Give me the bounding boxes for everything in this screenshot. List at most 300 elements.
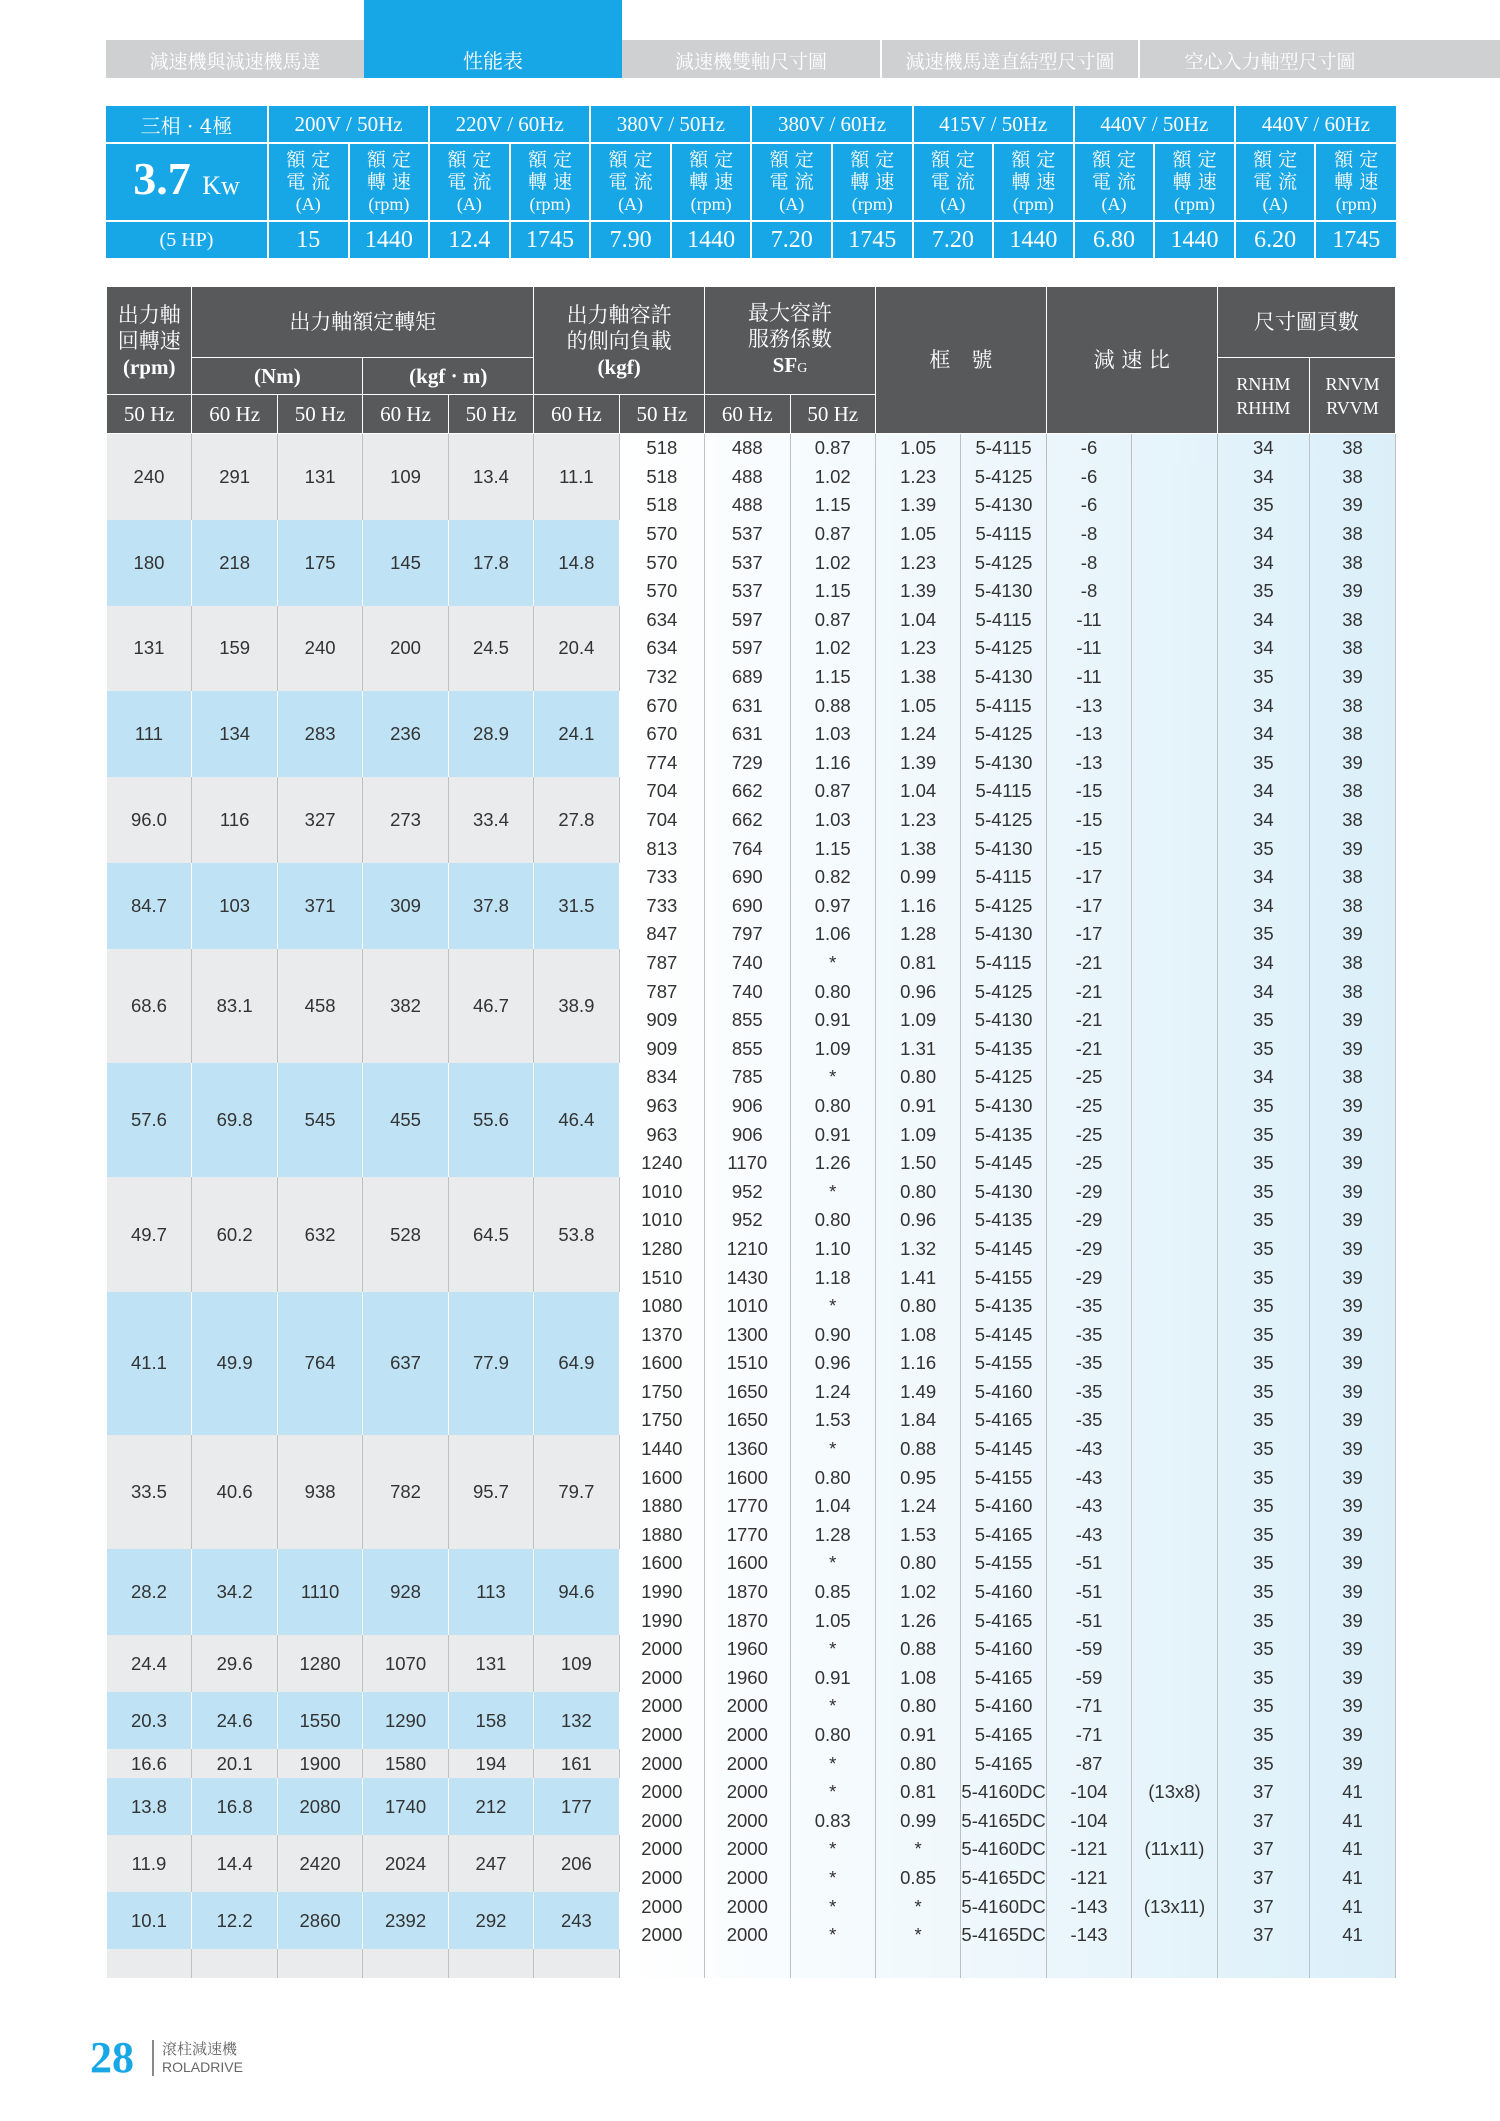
frame-number: 5-4145 (961, 1435, 1046, 1464)
service-factor-50hz: 0.80 (790, 1721, 875, 1750)
service-factor-60hz: 0.80 (875, 1692, 960, 1721)
frame-number: 5-4160DC (961, 1892, 1046, 1921)
service-factor-50hz: * (790, 1292, 875, 1321)
output-speed-60hz: 83.1 (192, 949, 277, 1063)
dim-page-horizontal: 34 (1217, 548, 1309, 577)
dim-page-vertical: 41 (1309, 1892, 1395, 1921)
service-factor-60hz: 1.05 (875, 691, 960, 720)
frame-number: 5-4125 (961, 1063, 1046, 1092)
shaft-note (1132, 1349, 1217, 1378)
dim-page-vertical: 38 (1309, 949, 1395, 978)
side-load-50hz: 1990 (619, 1578, 704, 1607)
service-factor-60hz: 1.23 (875, 548, 960, 577)
service-factor-60hz: 1.23 (875, 463, 960, 492)
dim-page-horizontal: 35 (1217, 749, 1309, 778)
output-speed-50hz: 131 (107, 606, 192, 692)
side-load-60hz: 1360 (705, 1435, 790, 1464)
dim-page-vertical: 39 (1309, 663, 1395, 692)
dim-page-vertical: 39 (1309, 920, 1395, 949)
dim-page-vertical: 39 (1309, 1320, 1395, 1349)
service-factor-60hz: 1.26 (875, 1606, 960, 1635)
reduction-ratio: -143 (1046, 1921, 1131, 1950)
rated-current-value: 7.20 (913, 221, 994, 258)
dim-page-horizontal: 35 (1217, 1521, 1309, 1550)
dim-page-horizontal: 35 (1217, 1606, 1309, 1635)
shaft-note (1132, 1606, 1217, 1635)
service-factor-50hz: 0.83 (790, 1807, 875, 1836)
column-unit-text: (A) (779, 194, 805, 214)
dim-page-horizontal: 34 (1217, 949, 1309, 978)
reduction-ratio: -21 (1046, 977, 1131, 1006)
side-load-60hz: 1650 (705, 1378, 790, 1407)
dim-page-horizontal: 34 (1217, 463, 1309, 492)
side-load-50hz: 2000 (619, 1892, 704, 1921)
reduction-ratio: -59 (1046, 1635, 1131, 1664)
dim-page-vertical: 38 (1309, 520, 1395, 549)
side-load-50hz: 1510 (619, 1263, 704, 1292)
service-factor-50hz: 1.03 (790, 806, 875, 835)
dim-page-vertical: 38 (1309, 634, 1395, 663)
side-load-50hz: 2000 (619, 1921, 704, 1950)
rated-speed-value: 1440 (993, 221, 1074, 258)
brand-name-english: ROLADRIVE (162, 2059, 243, 2075)
side-load-50hz: 1010 (619, 1206, 704, 1235)
service-factor-50hz: 0.97 (790, 892, 875, 921)
power-unit: Kw (202, 170, 240, 200)
side-load-60hz: 1960 (705, 1664, 790, 1693)
dim-page-horizontal: 35 (1217, 1492, 1309, 1521)
rated-current-label (1074, 143, 1155, 221)
side-load-60hz: 537 (705, 520, 790, 549)
reduction-ratio: -6 (1046, 491, 1131, 520)
reduction-ratio: -35 (1046, 1320, 1131, 1349)
header-60hz: 60 Hz (192, 395, 277, 434)
reduction-ratio: -35 (1046, 1406, 1131, 1435)
side-load-60hz: 2000 (705, 1807, 790, 1836)
dim-page-horizontal: 35 (1217, 1549, 1309, 1578)
rated-speed-value: 1440 (1154, 221, 1235, 258)
column-unit-text: (A) (940, 194, 966, 214)
side-load-50hz: 2000 (619, 1664, 704, 1693)
rated-current-label (1235, 143, 1316, 221)
torque-kgf-50hz: 55.6 (448, 1063, 533, 1177)
header-60hz: 60 Hz (534, 395, 619, 434)
side-load-60hz: 740 (705, 949, 790, 978)
reduction-ratio: -13 (1046, 720, 1131, 749)
shaft-note (1132, 1578, 1217, 1607)
performance-table-body (107, 434, 1396, 1979)
column-label-text: 額 定 電 流 (1253, 149, 1298, 193)
side-load-50hz: 634 (619, 606, 704, 635)
rated-current-label (751, 143, 832, 221)
service-factor-50hz: 0.91 (790, 1664, 875, 1693)
reduction-ratio: -8 (1046, 548, 1131, 577)
service-factor-60hz: 0.80 (875, 1177, 960, 1206)
header-service-factor (705, 287, 876, 395)
shaft-note (1132, 1177, 1217, 1206)
side-load-60hz: 690 (705, 892, 790, 921)
rated-speed-value: 1440 (671, 221, 752, 258)
service-factor-50hz: 1.16 (790, 749, 875, 778)
service-factor-50hz: 0.87 (790, 434, 875, 463)
frame-number: 5-4125 (961, 892, 1046, 921)
service-factor-60hz: 1.84 (875, 1406, 960, 1435)
service-factor-50hz: 0.80 (790, 1092, 875, 1121)
header-frame: 框 號 (875, 287, 1046, 434)
dim-page-vertical: 39 (1309, 1120, 1395, 1149)
dim-page-horizontal: 35 (1217, 1692, 1309, 1721)
side-load-60hz: 2000 (705, 1778, 790, 1807)
empty-cell (107, 1949, 192, 1978)
side-load-50hz: 1280 (619, 1235, 704, 1264)
empty-cell (1046, 1949, 1131, 1978)
torque-kgf-50hz: 33.4 (448, 777, 533, 863)
torque-nm-60hz: 637 (363, 1292, 448, 1435)
tab-direct-motor-dimensions[interactable]: 減速機馬達直結型尺寸圖 (905, 51, 1115, 73)
dim-page-horizontal: 35 (1217, 1092, 1309, 1121)
tab-reducers[interactable]: 減速機與減速機馬達 (149, 51, 321, 73)
empty-cell (705, 1949, 790, 1978)
service-factor-50hz: * (790, 1435, 875, 1464)
column-unit-text: (rpm) (690, 194, 732, 214)
shaft-note (1132, 1063, 1217, 1092)
reduction-ratio: -71 (1046, 1721, 1131, 1750)
frame-number: 5-4165 (961, 1749, 1046, 1778)
service-factor-60hz: 0.95 (875, 1463, 960, 1492)
frame-number: 5-4165 (961, 1406, 1046, 1435)
service-factor-50hz: 0.87 (790, 606, 875, 635)
side-load-60hz: 631 (705, 691, 790, 720)
header-service-factor-unit: SFG (772, 352, 808, 377)
service-factor-60hz: 1.31 (875, 1034, 960, 1063)
service-factor-50hz: 0.96 (790, 1349, 875, 1378)
service-factor-60hz: 1.39 (875, 749, 960, 778)
service-factor-50hz: 1.10 (790, 1235, 875, 1264)
output-speed-60hz: 49.9 (192, 1292, 277, 1435)
torque-kgf-60hz: 53.8 (534, 1177, 619, 1291)
service-factor-50hz: 1.06 (790, 920, 875, 949)
reduction-ratio: -21 (1046, 949, 1131, 978)
torque-nm-50hz: 371 (277, 863, 362, 949)
dim-page-horizontal: 34 (1217, 720, 1309, 749)
frame-number: 5-4165 (961, 1606, 1046, 1635)
rated-speed-label (671, 143, 752, 221)
header-50hz: 50 Hz (790, 395, 875, 434)
service-factor-60hz: 0.91 (875, 1721, 960, 1750)
rated-speed-label (349, 143, 430, 221)
reduction-ratio: -104 (1046, 1807, 1131, 1836)
frame-number: 5-4125 (961, 463, 1046, 492)
reduction-ratio: -25 (1046, 1149, 1131, 1178)
reduction-ratio: -6 (1046, 463, 1131, 492)
service-factor-50hz: 1.05 (790, 1606, 875, 1635)
dim-page-vertical: 38 (1309, 777, 1395, 806)
table-row (107, 863, 1396, 892)
column-unit-text: (A) (456, 194, 482, 214)
tab-hollow-input-dimensions[interactable]: 空心入力軸型尺寸圖 (1184, 51, 1356, 73)
rated-speed-label (510, 143, 591, 221)
output-speed-50hz: 68.6 (107, 949, 192, 1063)
service-factor-60hz: 1.39 (875, 577, 960, 606)
table-row (107, 1635, 1396, 1664)
side-load-60hz: 1300 (705, 1320, 790, 1349)
dim-page-horizontal: 34 (1217, 606, 1309, 635)
header-service-factor-label: 最大容許 服務係數 (748, 300, 832, 351)
shaft-note (1132, 1864, 1217, 1893)
dim-page-horizontal: 35 (1217, 1235, 1309, 1264)
reduction-ratio: -43 (1046, 1463, 1131, 1492)
torque-nm-50hz: 1280 (277, 1635, 362, 1692)
shaft-note (1132, 949, 1217, 978)
frame-number: 5-4125 (961, 720, 1046, 749)
dim-page-vertical: 41 (1309, 1921, 1395, 1950)
side-load-60hz: 662 (705, 777, 790, 806)
service-factor-60hz: 1.39 (875, 491, 960, 520)
output-speed-50hz: 240 (107, 434, 192, 520)
torque-kgf-50hz: 77.9 (448, 1292, 533, 1435)
dim-page-vertical: 41 (1309, 1778, 1395, 1807)
empty-cell (534, 1949, 619, 1978)
tab-performance[interactable]: 性能表 (364, 0, 622, 78)
shaft-note (1132, 463, 1217, 492)
service-factor-50hz: * (790, 1749, 875, 1778)
service-factor-60hz: 1.02 (875, 1578, 960, 1607)
service-factor-50hz: 0.85 (790, 1578, 875, 1607)
torque-kgf-60hz: 14.8 (534, 520, 619, 606)
side-load-50hz: 909 (619, 1006, 704, 1035)
torque-kgf-60hz: 132 (534, 1692, 619, 1749)
dim-page-horizontal: 35 (1217, 1378, 1309, 1407)
reduction-ratio: -143 (1046, 1892, 1131, 1921)
reduction-ratio: -8 (1046, 520, 1131, 549)
shaft-note (1132, 691, 1217, 720)
output-speed-50hz: 180 (107, 520, 192, 606)
output-speed-60hz: 116 (192, 777, 277, 863)
torque-kgf-60hz: 109 (534, 1635, 619, 1692)
frame-number: 5-4115 (961, 777, 1046, 806)
shaft-note (1132, 1492, 1217, 1521)
empty-cell (961, 1949, 1046, 1978)
dim-page-vertical: 39 (1309, 1406, 1395, 1435)
side-load-60hz: 1210 (705, 1235, 790, 1264)
side-load-60hz: 597 (705, 634, 790, 663)
side-load-60hz: 488 (705, 434, 790, 463)
side-load-50hz: 570 (619, 577, 704, 606)
dim-page-horizontal: 34 (1217, 634, 1309, 663)
side-load-60hz: 2000 (705, 1692, 790, 1721)
side-load-50hz: 787 (619, 977, 704, 1006)
service-factor-60hz: 0.81 (875, 949, 960, 978)
side-load-50hz: 2000 (619, 1835, 704, 1864)
brand-name-chinese: 滾柱減速機 (162, 2040, 238, 2058)
dim-page-vertical: 39 (1309, 1721, 1395, 1750)
frame-number: 5-4130 (961, 920, 1046, 949)
service-factor-60hz: * (875, 1921, 960, 1950)
reduction-ratio: -25 (1046, 1063, 1131, 1092)
reduction-ratio: -6 (1046, 434, 1131, 463)
side-load-50hz: 634 (619, 634, 704, 663)
table-row (107, 691, 1396, 720)
side-load-60hz: 1770 (705, 1492, 790, 1521)
torque-nm-50hz: 545 (277, 1063, 362, 1177)
table-row (107, 434, 1396, 463)
side-load-50hz: 774 (619, 749, 704, 778)
dim-page-horizontal: 35 (1217, 1664, 1309, 1693)
dim-page-horizontal: 34 (1217, 520, 1309, 549)
service-factor-50hz: * (790, 1864, 875, 1893)
torque-nm-60hz: 782 (363, 1435, 448, 1549)
service-factor-60hz: * (875, 1892, 960, 1921)
side-load-50hz: 1440 (619, 1435, 704, 1464)
side-load-50hz: 670 (619, 720, 704, 749)
side-load-60hz: 797 (705, 920, 790, 949)
output-speed-60hz: 103 (192, 863, 277, 949)
header-output-speed-label: 出力軸 回轉速 (117, 302, 181, 353)
torque-nm-60hz: 1740 (363, 1778, 448, 1835)
column-label-text: 額 定 電 流 (1091, 149, 1136, 193)
torque-kgf-50hz: 17.8 (448, 520, 533, 606)
reduction-ratio: -35 (1046, 1292, 1131, 1321)
shaft-note (1132, 491, 1217, 520)
dim-page-horizontal: 35 (1217, 663, 1309, 692)
table-row (107, 1749, 1396, 1778)
torque-kgf-60hz: 79.7 (534, 1435, 619, 1549)
torque-kgf-60hz: 31.5 (534, 863, 619, 949)
dim-page-horizontal: 34 (1217, 1063, 1309, 1092)
side-load-60hz: 952 (705, 1177, 790, 1206)
frame-number: 5-4130 (961, 1177, 1046, 1206)
output-speed-60hz: 218 (192, 520, 277, 606)
service-factor-60hz: 1.24 (875, 720, 960, 749)
shaft-note: (13x11) (1132, 1892, 1217, 1921)
dim-page-vertical: 38 (1309, 806, 1395, 835)
side-load-60hz: 1600 (705, 1463, 790, 1492)
output-speed-60hz: 69.8 (192, 1063, 277, 1177)
header-torque: 出力軸額定轉矩 (192, 287, 534, 358)
side-load-50hz: 963 (619, 1120, 704, 1149)
torque-kgf-60hz: 94.6 (534, 1549, 619, 1635)
service-factor-50hz: * (790, 1778, 875, 1807)
side-load-50hz: 1010 (619, 1177, 704, 1206)
empty-cell (1217, 1949, 1309, 1978)
shaft-note (1132, 749, 1217, 778)
torque-kgf-50hz: 292 (448, 1892, 533, 1949)
reduction-ratio: -17 (1046, 920, 1131, 949)
dim-page-vertical: 38 (1309, 434, 1395, 463)
frame-number: 5-4160DC (961, 1835, 1046, 1864)
dim-page-horizontal: 34 (1217, 777, 1309, 806)
side-load-50hz: 2000 (619, 1749, 704, 1778)
voltage-header: 380V / 50Hz (590, 106, 751, 143)
side-load-60hz: 597 (705, 606, 790, 635)
side-load-60hz: 689 (705, 663, 790, 692)
table-row (107, 1892, 1396, 1921)
rated-current-value: 7.90 (590, 221, 671, 258)
torque-nm-50hz: 175 (277, 520, 362, 606)
rated-speed-value: 1745 (510, 221, 591, 258)
rated-current-value: 15 (268, 221, 349, 258)
frame-number: 5-4160DC (961, 1778, 1046, 1807)
column-unit-text: (rpm) (851, 194, 893, 214)
torque-kgf-50hz: 95.7 (448, 1435, 533, 1549)
frame-number: 5-4135 (961, 1034, 1046, 1063)
reduction-ratio: -121 (1046, 1835, 1131, 1864)
side-load-60hz: 662 (705, 806, 790, 835)
shaft-note (1132, 920, 1217, 949)
torque-kgf-50hz: 37.8 (448, 863, 533, 949)
empty-cell (619, 1949, 704, 1978)
service-factor-60hz: 0.80 (875, 1549, 960, 1578)
header-ratio: 減 速 比 (1046, 287, 1217, 434)
dim-page-vertical: 41 (1309, 1835, 1395, 1864)
torque-nm-60hz: 528 (363, 1177, 448, 1291)
service-factor-50hz: 1.15 (790, 577, 875, 606)
service-factor-60hz: 1.32 (875, 1235, 960, 1264)
torque-nm-60hz: 2392 (363, 1892, 448, 1949)
service-factor-60hz: 1.16 (875, 1349, 960, 1378)
side-load-60hz: 488 (705, 463, 790, 492)
service-factor-50hz: * (790, 1177, 875, 1206)
side-load-60hz: 488 (705, 491, 790, 520)
output-speed-60hz: 34.2 (192, 1549, 277, 1635)
tab-dual-shaft-dimensions[interactable]: 減速機雙軸尺寸圖 (674, 51, 827, 73)
phase-label: 三相 · 4極 (140, 113, 233, 138)
dim-page-horizontal: 34 (1217, 892, 1309, 921)
torque-kgf-50hz: 113 (448, 1549, 533, 1635)
dim-page-horizontal: 34 (1217, 434, 1309, 463)
torque-nm-60hz: 382 (363, 949, 448, 1063)
voltage-row (106, 106, 1396, 143)
service-factor-50hz: * (790, 1892, 875, 1921)
side-load-60hz: 785 (705, 1063, 790, 1092)
shaft-note (1132, 1807, 1217, 1836)
torque-nm-50hz: 764 (277, 1292, 362, 1435)
header-torque-kgf: (kgf · m) (363, 358, 534, 395)
torque-kgf-50hz: 28.9 (448, 691, 533, 777)
table-row (107, 1549, 1396, 1578)
output-speed-50hz: 24.4 (107, 1635, 192, 1692)
column-label-text: 額 定 電 流 (447, 149, 492, 193)
torque-nm-50hz: 327 (277, 777, 362, 863)
reduction-ratio: -51 (1046, 1549, 1131, 1578)
service-factor-60hz: 1.28 (875, 920, 960, 949)
output-speed-50hz: 13.8 (107, 1778, 192, 1835)
column-unit-text: (rpm) (368, 194, 410, 214)
torque-kgf-50hz: 194 (448, 1749, 533, 1778)
service-factor-60hz: 1.04 (875, 606, 960, 635)
service-factor-60hz: 1.08 (875, 1664, 960, 1693)
reduction-ratio: -43 (1046, 1521, 1131, 1550)
voltage-header: 220V / 60Hz (429, 106, 590, 143)
side-load-60hz: 729 (705, 749, 790, 778)
empty-cell (1309, 1949, 1395, 1978)
output-speed-60hz: 14.4 (192, 1835, 277, 1892)
service-factor-60hz: 1.09 (875, 1120, 960, 1149)
output-speed-60hz: 159 (192, 606, 277, 692)
service-factor-60hz: 1.24 (875, 1492, 960, 1521)
reduction-ratio: -17 (1046, 863, 1131, 892)
side-load-50hz: 1880 (619, 1492, 704, 1521)
empty-cell (363, 1949, 448, 1978)
header-output-speed-unit: (rpm) (122, 354, 176, 379)
service-factor-50hz: 1.15 (790, 663, 875, 692)
header-side-load-label: 出力軸容許 的側向負載 (566, 302, 672, 353)
side-load-50hz: 2000 (619, 1778, 704, 1807)
header-side-load-unit: (kgf) (597, 354, 641, 379)
frame-number: 5-4145 (961, 1235, 1046, 1264)
reduction-ratio: -59 (1046, 1664, 1131, 1693)
rated-speed-label (1154, 143, 1235, 221)
